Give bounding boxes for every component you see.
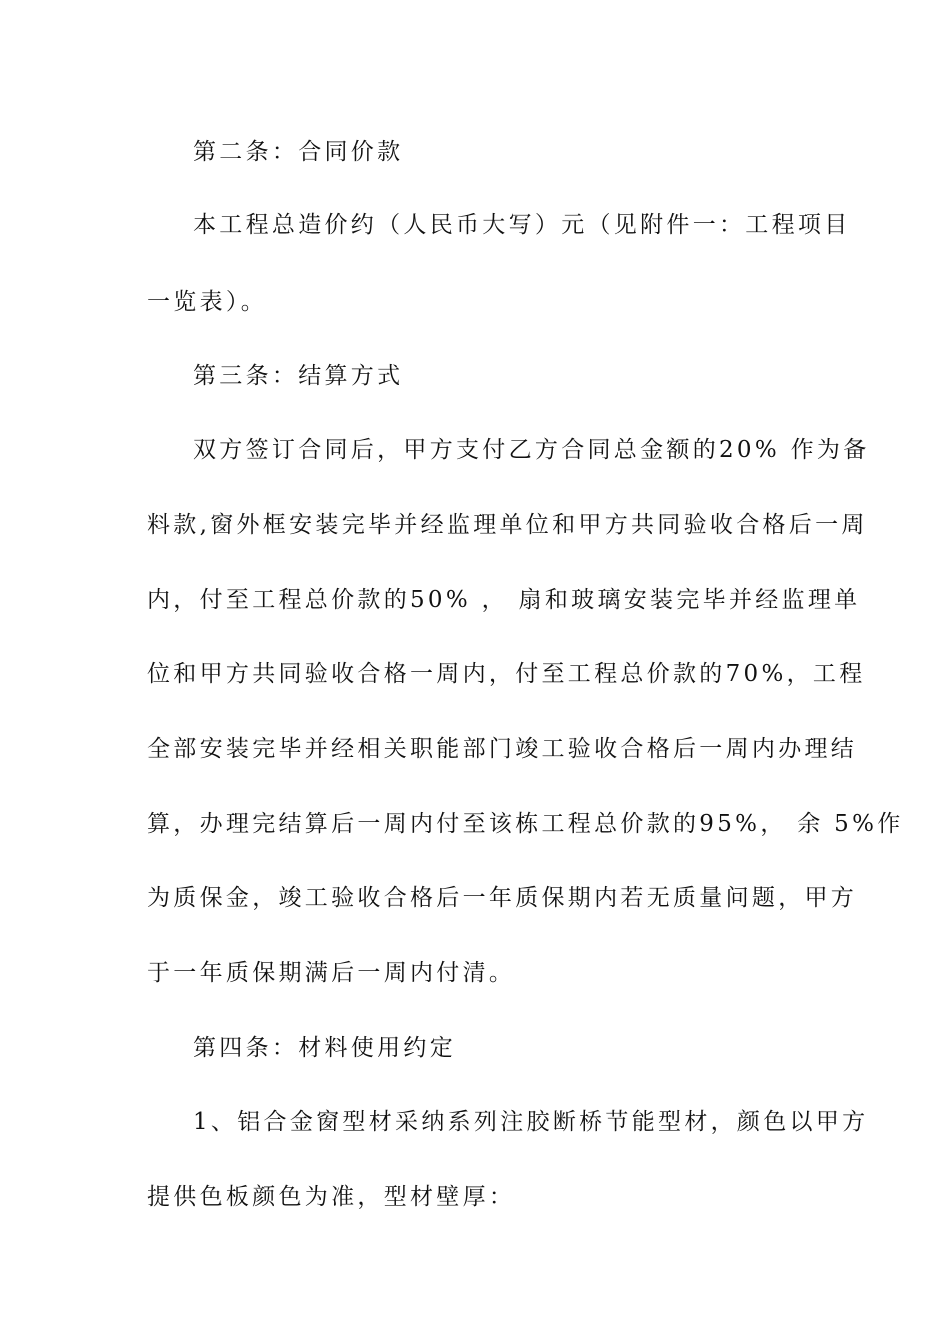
paragraph-line: 1、铝合金窗型材采纳系列注胶断桥节能型材，颜色以甲方 — [193, 1109, 869, 1135]
paragraph-line: 全部安装完毕并经相关职能部门竣工验收合格后一周内办理结 — [147, 736, 858, 762]
paragraph-line: 提供色板颜色为准，型材壁厚： — [147, 1184, 516, 1210]
section-heading-2: 第二条：合同价款 — [193, 139, 404, 165]
section-heading-4: 第四条：材料使用约定 — [193, 1035, 456, 1061]
paragraph-line: 算，办理完结算后一周内付至该栋工程总价款的95%， 余 5%作 — [147, 811, 904, 837]
paragraph-line: 一览表）。 — [147, 289, 267, 315]
paragraph-line: 本工程总造价约（人民币大写）元（见附件一：工程项目 — [193, 212, 851, 238]
paragraph-line: 为质保金，竣工验收合格后一年质保期内若无质量问题，甲方 — [147, 885, 858, 911]
paragraph-line: 双方签订合同后，甲方支付乙方合同总金额的20% 作为备 — [193, 437, 870, 463]
paragraph-line: 内，付至工程总价款的50% ， 扇和玻璃安装完毕并经监理单 — [147, 587, 861, 613]
paragraph-line: 于一年质保期满后一周内付清。 — [147, 960, 516, 986]
section-heading-3: 第三条：结算方式 — [193, 363, 404, 389]
paragraph-line: 料款,窗外框安装完毕并经监理单位和甲方共同验收合格后一周 — [147, 512, 868, 538]
paragraph-line: 位和甲方共同验收合格一周内，付至工程总价款的70%，工程 — [147, 661, 866, 687]
